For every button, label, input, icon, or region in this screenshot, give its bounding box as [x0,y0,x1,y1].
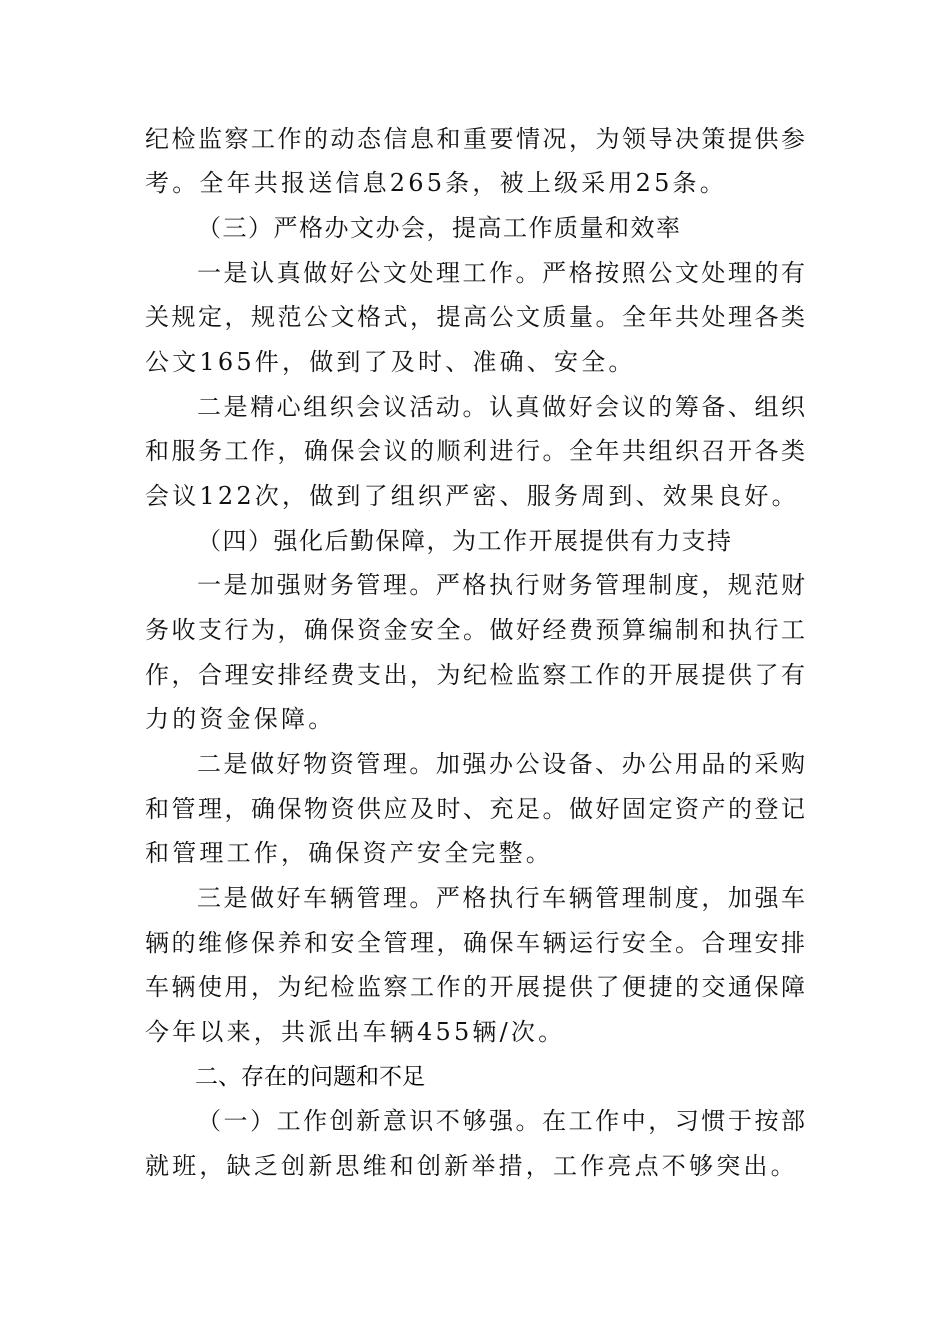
paragraph-line: 二是做好物资管理。加强办公设备、办公用品的采购 [197,750,805,778]
paragraph-line: 三是做好车辆管理。严格执行车辆管理制度，加强车 [197,884,805,912]
section-heading: 二、存在的问题和不足 [195,1064,425,1090]
paragraph-line: 和管理，确保物资供应及时、充足。做好固定资产的登记 [145,795,805,823]
paragraph-line: 纪检监察工作的动态信息和重要情况，为领导决策提供参 [145,125,805,153]
paragraph-line: 今年以来，共派出车辆455辆/次。 [145,1018,566,1046]
paragraph-line: 关规定，规范公文格式，提高公文质量。全年共处理各类 [145,303,805,331]
paragraph-line: 和管理工作，确保资产安全完整。 [145,839,553,867]
paragraph-line: 一是加强财务管理。严格执行财务管理制度，规范财 [197,571,805,599]
paragraph-line: 一是认真做好公文处理工作。严格按照公文处理的有 [197,259,805,287]
paragraph-line: 公文165件，做到了及时、准确、安全。 [145,348,636,376]
paragraph-line: （一）工作创新意识不够强。在工作中，习惯于按部 [197,1107,805,1135]
subsection-heading: （三）严格办文办会，提高工作质量和效率 [197,214,682,242]
paragraph-line: 作，合理安排经费支出，为纪检监察工作的开展提供了有 [145,661,805,689]
paragraph-line: 力的资金保障。 [145,705,336,733]
paragraph-line: 务收支行为，确保资金安全。做好经费预算编制和执行工 [145,616,805,644]
paragraph-line: 会议122次，做到了组织严密、服务周到、效果良好。 [145,482,799,510]
paragraph-line: 就班，缺乏创新思维和创新举措，工作亮点不够突出。 [145,1152,798,1180]
paragraph-line: 考。全年共报送信息265条，被上级采用25条。 [145,169,727,197]
paragraph-line: 辆的维修保养和安全管理，确保车辆运行安全。合理安排 [145,929,805,957]
paragraph-line: 车辆使用，为纪检监察工作的开展提供了便捷的交通保障 [145,973,805,1001]
paragraph-line: 二是精心组织会议活动。认真做好会议的筹备、组织 [197,393,805,421]
subsection-heading: （四）强化后勤保障，为工作开展提供有力支持 [197,527,733,555]
paragraph-line: 和服务工作，确保会议的顺利进行。全年共组织召开各类 [145,437,805,465]
